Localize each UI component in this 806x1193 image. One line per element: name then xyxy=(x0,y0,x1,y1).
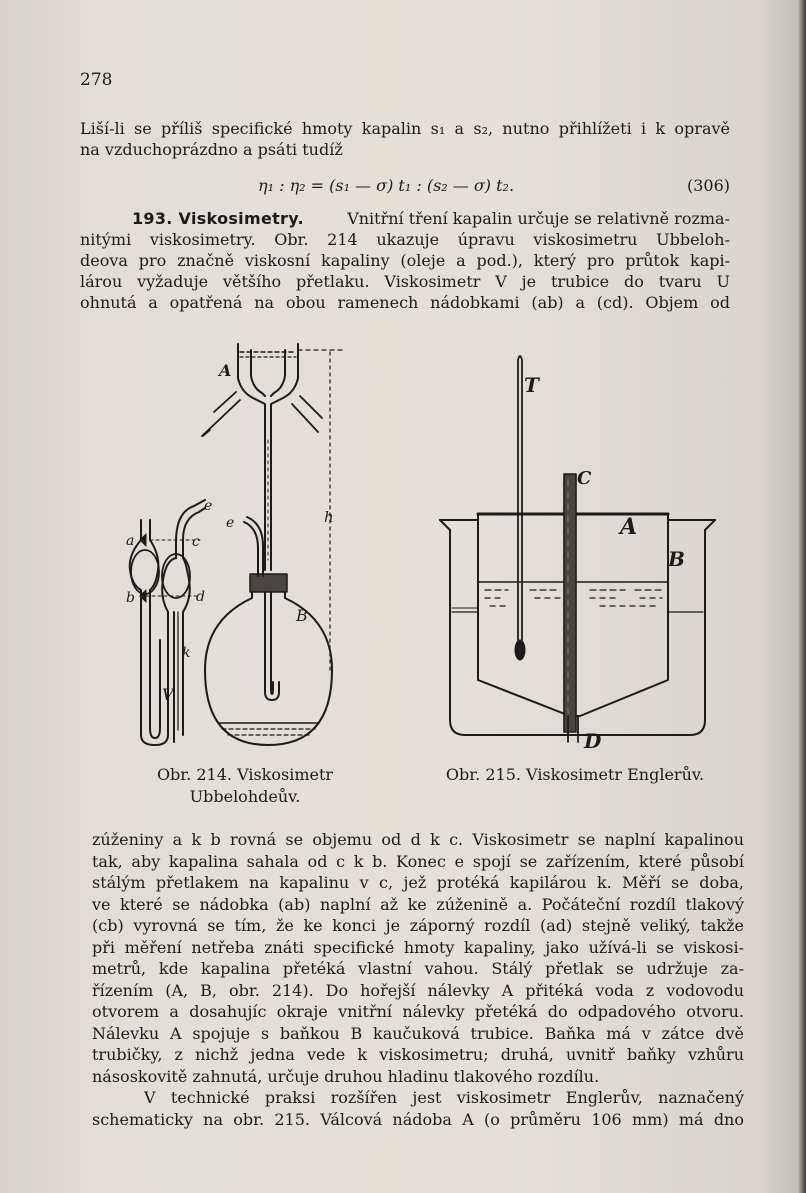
text-line: (cb) vyrovná se tím, že ke konci je záporný rozdíl (ad) stejně veliký, takže xyxy=(92,916,744,935)
text-line: při měření netřeba znáti specifické hmoty kapaliny, jako užívá-li se viskosi- xyxy=(92,937,744,957)
page-number: 278 xyxy=(80,70,113,90)
viscosity-formula: η₁ : η₂ = (s₁ — σ) t₁ : (s₂ — σ) t₂. xyxy=(258,176,515,195)
text-line: Nálevku A spojuje s baňkou B kaučuková trubice. Baňka má v zátce dvě xyxy=(92,1023,744,1043)
fig214-label-e-tube: e xyxy=(204,498,213,514)
fig214-label-e-flask: e xyxy=(226,515,235,531)
text-line: deova pro značně viskosní kapaliny (oleje a pod.), který pro průtok kapi- xyxy=(80,251,730,270)
bulb-cd xyxy=(162,554,190,598)
fig214-label-c: c xyxy=(192,534,200,550)
fig215-label-A: A xyxy=(620,514,638,540)
caption-line: Obr. 214. Viskosimetr xyxy=(156,765,334,784)
caption-line: Ubbelohdeův. xyxy=(189,787,301,806)
text-line: otvorem a dosahujíc okraje vnitřní nálevky přetéká do odpadového otvoru. xyxy=(92,1002,744,1021)
flask-e-tube xyxy=(244,522,258,576)
heading-line-text: Vnitřní tření kapalin určuje se relativně rozma- xyxy=(347,209,730,228)
stopper-rod-c xyxy=(564,474,576,732)
figure-214-caption xyxy=(120,764,370,808)
text-line: trubičky, z nichž jedna vede k viskosimetru; druhá, uvnitř baňky vzhůru xyxy=(92,1045,744,1064)
flask-b xyxy=(205,576,332,745)
fig214-label-A: A xyxy=(219,361,232,380)
text-line: na vzduchoprázdno a psáti tudíž xyxy=(80,140,343,159)
text-line: zúženiny a k b rovná se objemu od d k c. Viskosimetr se naplní kapalinou xyxy=(92,830,744,849)
fig214-label-a: a xyxy=(126,533,135,549)
text-line: řízením (A, B, obr. 214). Do hořejší nálevky A přitéká voda z vodovodu xyxy=(92,980,744,1000)
fig215-label-B: B xyxy=(668,547,685,571)
fig214-label-h: h xyxy=(324,508,334,526)
text-line: metrů, kde kapalina přetéká vlastní vahou. Stálý přetlak se udržuje za- xyxy=(92,959,744,978)
text-line: násoskovitě zahnutá, určuje druhou hladinu tlakového rozdílu. xyxy=(92,1066,600,1086)
text-line: nitými viskosimetry. Obr. 214 ukazuje úpravu viskosimetru Ubbeloh- xyxy=(80,230,730,249)
fig215-label-T: T xyxy=(524,373,539,397)
fig214-label-b: b xyxy=(126,590,135,606)
fig214-label-B: B xyxy=(296,606,308,625)
text-line: V technické praksi rozšířen jest viskosimetr Englerův, naznačený xyxy=(144,1088,744,1107)
stopper xyxy=(250,574,287,592)
text-line: ohnutá a opatřená na obou ramenech nádobkami (ab) a (cd). Objem od xyxy=(80,293,730,312)
fig215-label-D: D xyxy=(584,729,602,753)
fig214-label-d: d xyxy=(196,589,205,605)
section-heading: 193. Viskosimetry. xyxy=(132,209,304,228)
text-line: stálým přetlakem na kapalinu v c, jež protéká kapilárou k. Měří se doba, xyxy=(92,873,744,892)
text-line: Liší-li se příliš specifické hmoty kapalin s₁ a s₂, nutno přihlížeti i k opravě xyxy=(80,119,730,138)
text-line: ve které se nádobka (ab) naplní až ke zúženině a. Počáteční rozdíl tlakový xyxy=(92,894,744,914)
bulb-ab xyxy=(131,550,159,594)
viscometer-left-arm xyxy=(130,520,168,745)
figure-215-caption: Obr. 215. Viskosimetr Englerův. xyxy=(445,765,705,784)
body-paragraph xyxy=(92,829,744,1130)
text-line: lárou vyžaduje většího přetlaku. Viskosimetr V je trubice do tvaru U xyxy=(80,272,730,291)
fig215-label-C: C xyxy=(577,468,592,489)
equation-number: (306) xyxy=(687,176,731,195)
text-line: schematicky na obr. 215. Válcová nádoba A (o průměru 106 mm) má dno xyxy=(92,1109,744,1129)
fig214-label-V: V xyxy=(162,685,174,704)
outlet-pipe xyxy=(300,396,322,418)
fig214-label-k: k xyxy=(182,645,191,661)
text-line: tak, aby kapalina sahala od c k b. Konec e spojí se zařízením, které působí xyxy=(92,851,744,871)
